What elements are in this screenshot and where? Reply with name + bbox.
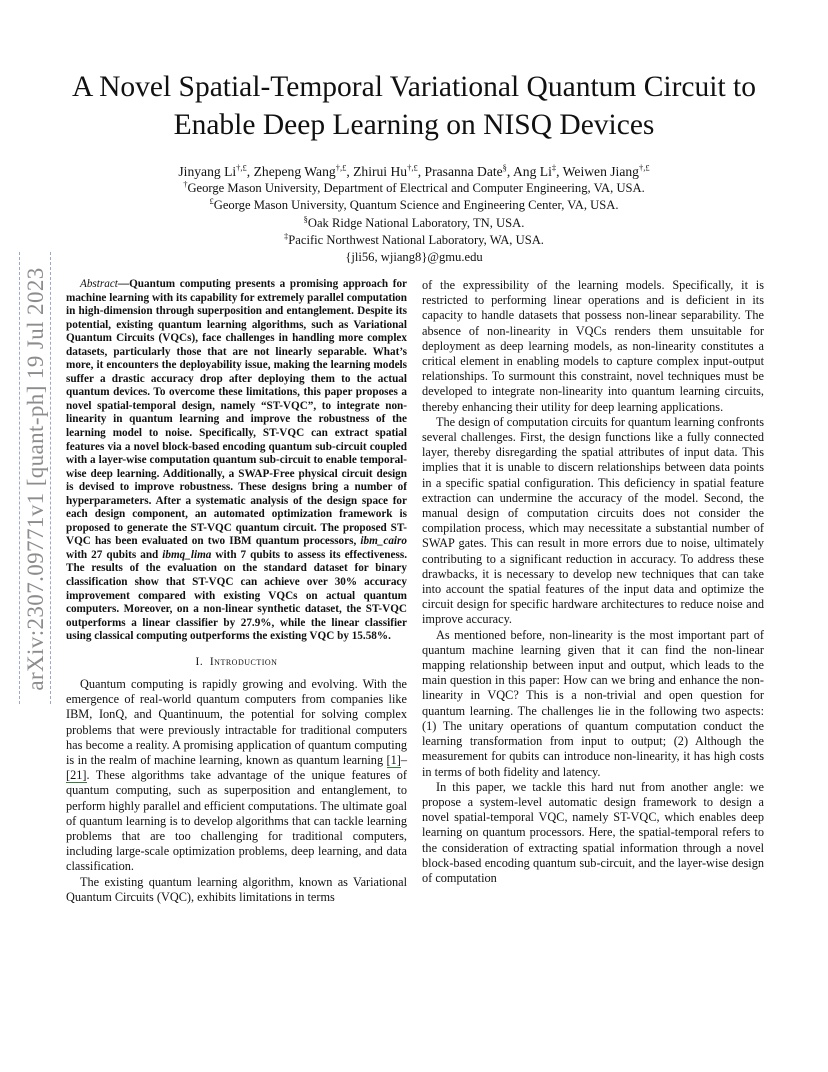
citation-link[interactable]: [21] xyxy=(66,768,87,783)
body-paragraph: As mentioned before, non-linearity is the most important part of quantum machine learning given that it can find the non-linear mapping relationship between input and output, which leads to the main question in this paper: How can we bring and enhance the non-linearity in VQC? This is a non-trivial and open question for quantum learning. The challenges lie in the following two aspects: (1) The unitary operations of quantum computation conduct the learning transformation from input to output; (2) Although the measurement for qubits can introduce non-linearity, it has high costs in terms of both fidelity and latency. xyxy=(422,627,764,779)
citation-link[interactable]: [1] xyxy=(386,752,401,767)
affiliation: £George Mason University, Quantum Science and Engineering Center, VA, USA. xyxy=(209,196,619,213)
arxiv-identifier[interactable]: arXiv:2307.09771v1 [quant-ph] 19 Jul 2023 xyxy=(23,267,48,691)
section-heading-introduction: I. Introduction xyxy=(195,655,278,668)
author-email[interactable]: {jli56, wjiang8}@gmu.edu xyxy=(345,250,483,265)
body-paragraph: In this paper, we tackle this hard nut from another angle: we propose a system-level automatic design framework to design a novel spatial-temporal VQC, namely ST-VQC, which enables deep learning on quantum processors. Here, the spatial-temporal refers to the consideration of extracting spatial information through a novel block-based encoding quantum sub-circuit, and the layer-wise design of computation xyxy=(422,779,764,885)
right-column xyxy=(422,278,764,886)
body-paragraph: of the expressibility of the learning models. Specifically, it is restricted to performing linear operations and is deficient in its capacity to handle datasets that possess non-linear separability. The absence of non-linearity in VQCs renders them unsuitable for deployment as deep learning models, as non-linearity constitutes a critical element in enabling models to capture complex input-output relationships. To surmount this constraint, novel techniques must be developed to integrate non-linearity into quantum learning circuits, thereby enhancing their utility for deep learning applications. xyxy=(422,278,764,414)
intro-paragraph: The existing quantum learning algorithm, known as Variational Quantum Circuits (VQC), exhibits limitations in terms xyxy=(66,874,407,904)
left-column xyxy=(66,278,407,905)
abstract: Abstract—Quantum computing presents a promising approach for machine learning with its capability for extremely parallel computation in high-dimension through superposition and entanglement. Despite its potential, existing quantum learning algorithms, such as Variational Quantum Circuits (VQCs), face challenges in handling more complex datasets, particularly those that are not linearly separable. What’s more, it encounters the deployability issue, making the learning models suffer a drastic accuracy drop after deploying them to the actual quantum devices. To overcome these limitations, this paper proposes a novel spatial-temporal design, namely “ST-VQC”, to integrate non-linearity in quantum learning and improve the robustness of the learning model to noise. Specifically, ST-VQC can extract spatial features via a novel block-based encoding quantum sub-circuit coupled with a layer-wise computation quantum sub-circuit to enable temporal-wise deep learning. Additionally, a SWAP-Free physical circuit design is devised to improve robustness. These designs bring a number of hyperparameters. After a systematic analysis of the design space for each design component, an automated optimization framework is proposed to generate the ST-VQC quantum circuit. The proposed ST-VQC has been evaluated on two IBM quantum processors, ibm_cairo with 27 qubits and ibmq_lima with 7 qubits to assess its effectiveness. The results of the evaluation on the standard dataset for binary classification show that ST-VQC can achieve over 30% accuracy improvement compared with existing VQCs on actual quantum computers. Moreover, on a non-linear synthetic dataset, the ST-VQC outperforms a linear classifier by 27.9%, while the linear classifier using classical computing outperforms the existing VQC by 15.58%. xyxy=(66,278,407,643)
author: Ang Li‡ xyxy=(512,162,557,179)
paper-title: A Novel Spatial-Temporal Variational Quantum Circuit to Enable Deep Learning on NISQ Devices xyxy=(72,71,756,141)
affiliation-list xyxy=(40,180,788,266)
author: Zhirui Hu†,£ xyxy=(353,162,418,179)
affiliation: ‡Pacific Northwest National Laboratory, WA, USA. xyxy=(284,230,544,247)
author: Prasanna Date§ xyxy=(424,162,507,179)
body-paragraph: The design of computation circuits for quantum learning confronts several challenges. First, the design functions like a fully connected layer, thereby disregarding the spatial attributes of input data. This implies that it is unable to discern relationships between data points in a specific spatial configuration. This deficiency in spatial feature extraction can undermine the accuracy of the model. Second, the manual design of computation circuits does not consider the compilation process, which may necessitate a substantial number of SWAP gates. This can result in more errors due to noise, ultimately contributing to a significant reduction in accuracy. To address these drawbacks, it is necessary to develop new techniques that can take into account the spatial features of the input data and optimize the circuit design for specific hardware architectures to reduce noise and improve accuracy. xyxy=(422,414,764,627)
abstract-label: Abstract xyxy=(80,278,118,290)
author: Weiwen Jiang†,£ xyxy=(562,162,650,179)
author: Zhepeng Wang†,£ xyxy=(253,162,347,179)
intro-paragraph: Quantum computing is rapidly growing and evolving. With the emergence of real-world quantum computers from companies like IBM, IonQ, and Quantinuum, the potential for solving complex problems that were previously intractable for traditional computers has become a reality. A promising application of quantum computing is in the realm of machine learning, known as quantum learning [1]–[21]. These algorithms take advantage of the unique features of quantum computing, such as superposition and entanglement, to perform highly parallel and efficient computations. The ultimate goal of quantum learning is to develop algorithms that can tackle learning problems that are too challenging for traditional computers, including large-scale optimization problems, deep learning, and data classification. xyxy=(66,676,407,874)
affiliation: †George Mason University, Department of Electrical and Computer Engineering, VA, USA. xyxy=(183,178,645,195)
affiliation: §Oak Ridge National Laboratory, TN, USA. xyxy=(303,213,525,230)
author: Jinyang Li†,£ xyxy=(178,162,247,179)
author-list: Jinyang Li†,£, Zhepeng Wang†,£, Zhirui Hu†,£, Prasanna Date§, Ang Li‡, Weiwen Jiang†,£ xyxy=(178,162,650,179)
